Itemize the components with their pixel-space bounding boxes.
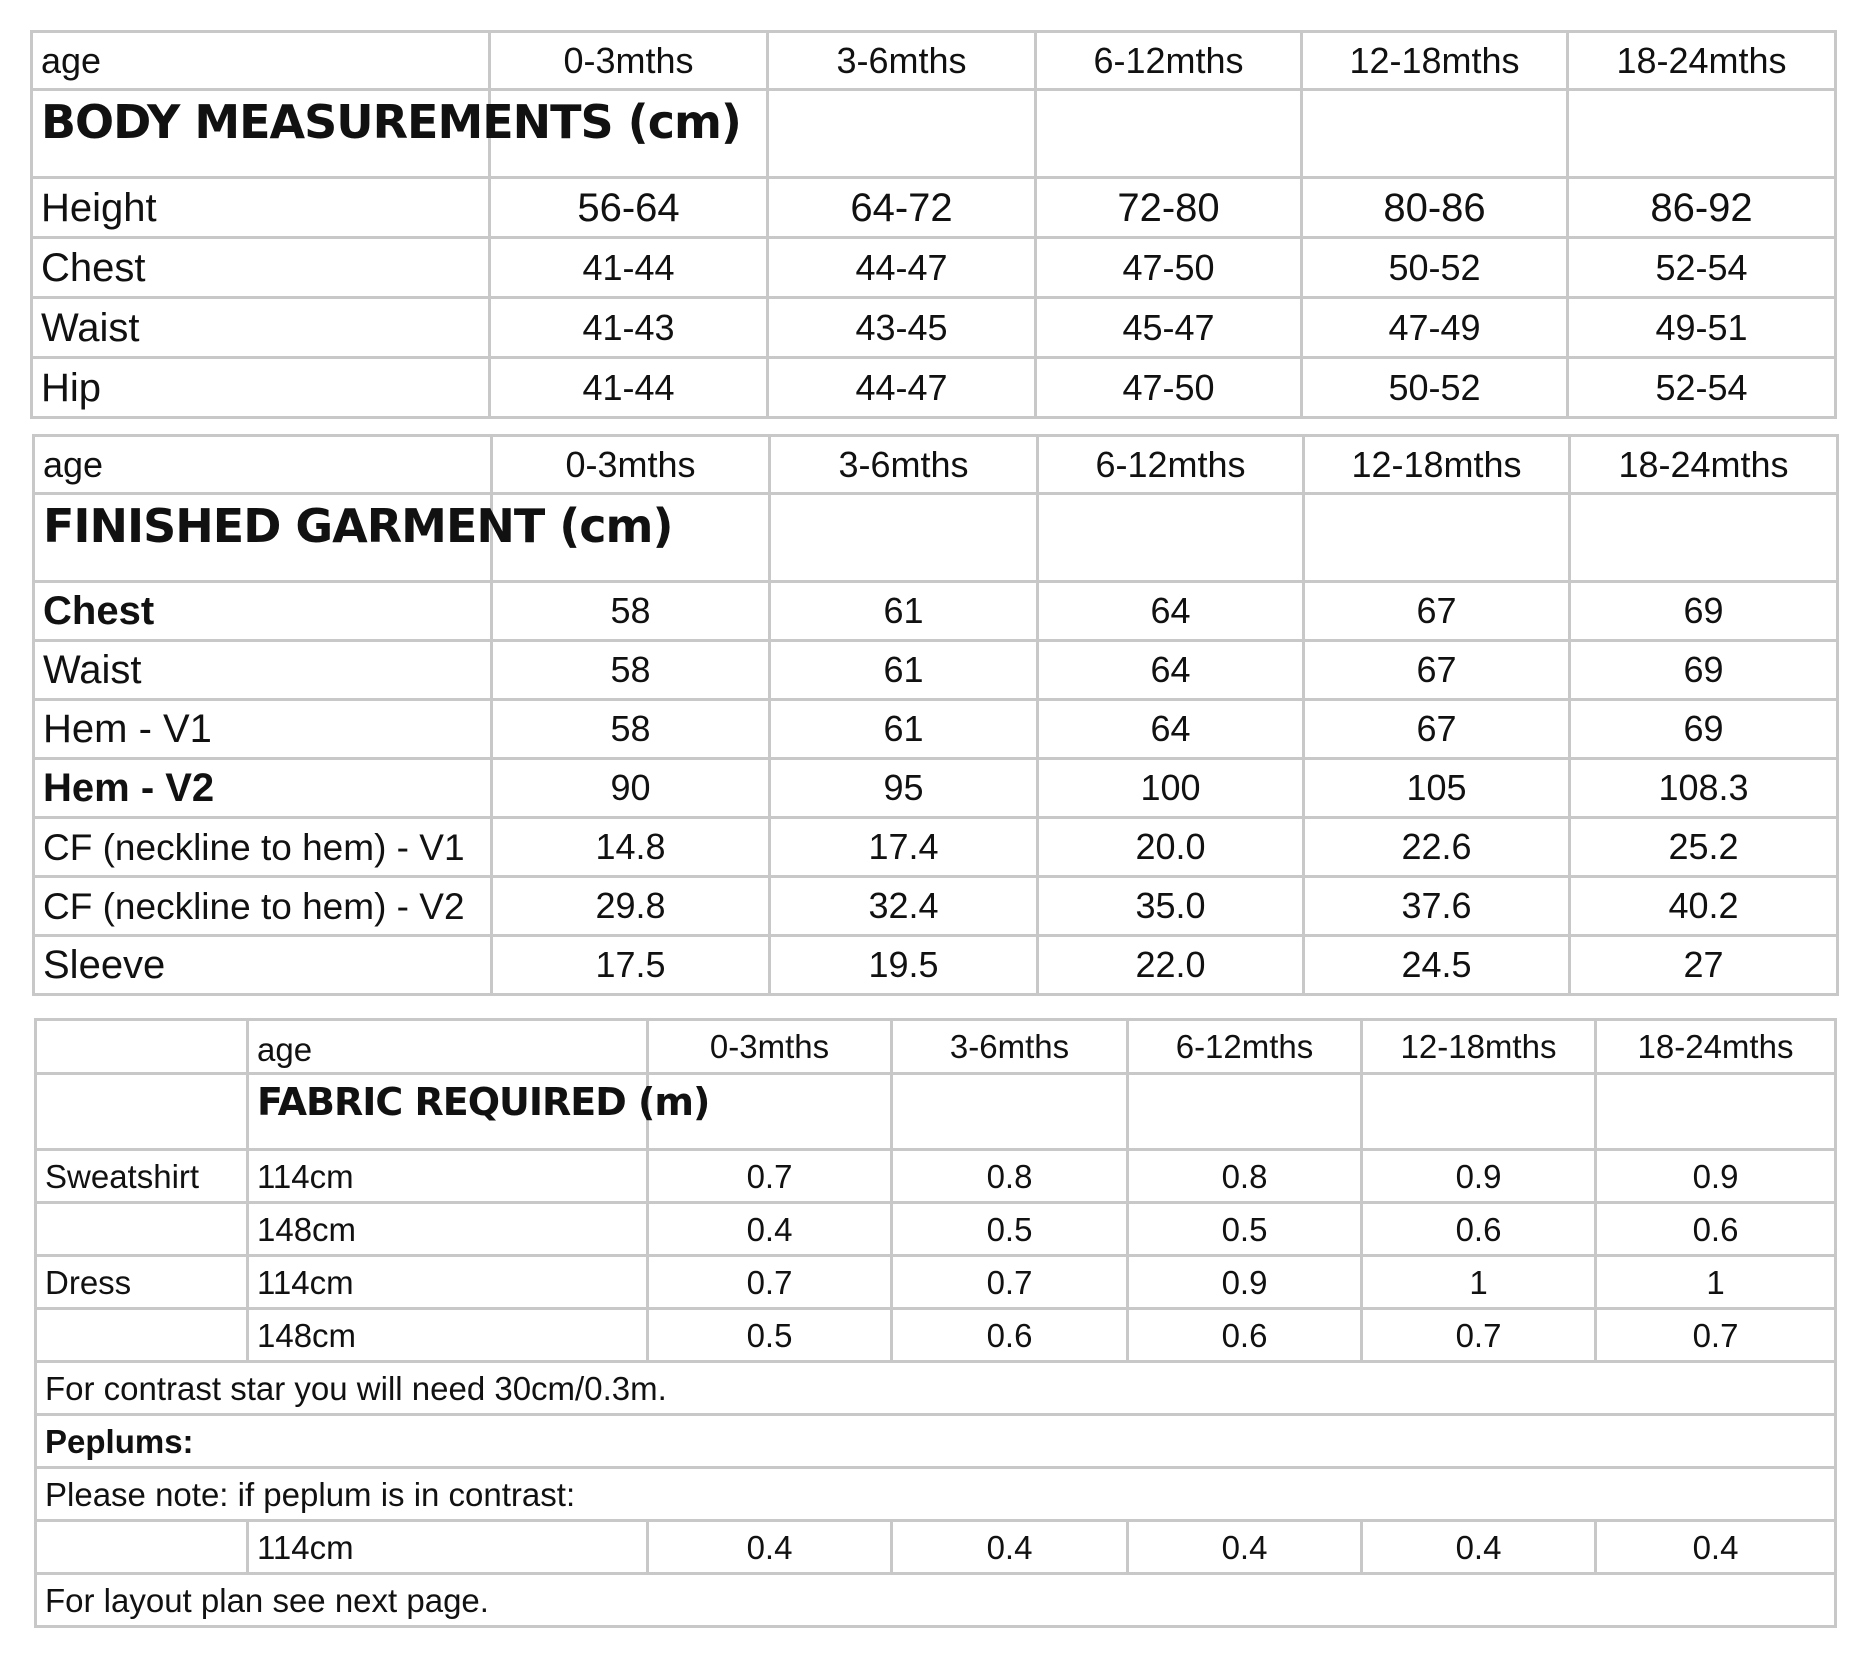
- value-cell: 35.0: [1038, 877, 1304, 936]
- fabric-width: 114cm: [248, 1256, 648, 1309]
- section-title: FABRIC REQUIRED (m): [248, 1074, 648, 1150]
- value-cell: 37.6: [1304, 877, 1570, 936]
- empty-cell: [1568, 90, 1836, 178]
- finished-garment-table: [32, 434, 1839, 996]
- value-cell: 27: [1570, 936, 1838, 995]
- value-cell: 58: [492, 700, 770, 759]
- value-cell: 20.0: [1038, 818, 1304, 877]
- value-cell: 1: [1596, 1256, 1836, 1309]
- value-cell: 105: [1304, 759, 1570, 818]
- garment-label: Dress: [36, 1256, 248, 1309]
- value-cell: 14.8: [492, 818, 770, 877]
- value-cell: 0.5: [892, 1203, 1128, 1256]
- value-cell: 0.7: [648, 1256, 892, 1309]
- value-cell: 22.0: [1038, 936, 1304, 995]
- value-cell: 0.5: [648, 1309, 892, 1362]
- value-cell: 29.8: [492, 877, 770, 936]
- value-cell: 0.4: [1596, 1521, 1836, 1574]
- value-cell: 64: [1038, 700, 1304, 759]
- value-cell: 67: [1304, 641, 1570, 700]
- value-cell: 0.8: [892, 1150, 1128, 1203]
- size-header: 3-6mths: [768, 32, 1036, 90]
- value-cell: 44-47: [768, 358, 1036, 418]
- value-cell: 25.2: [1570, 818, 1838, 877]
- value-cell: 44-47: [768, 238, 1036, 298]
- peplums-label: Peplums:: [36, 1415, 1836, 1468]
- row-label: Chest: [34, 582, 492, 641]
- size-header: 0-3mths: [492, 436, 770, 494]
- empty-cell: [768, 90, 1036, 178]
- value-cell: 41-43: [490, 298, 768, 358]
- value-cell: 0.4: [1128, 1521, 1362, 1574]
- value-cell: 0.4: [892, 1521, 1128, 1574]
- value-cell: 69: [1570, 641, 1838, 700]
- size-header: 18-24mths: [1596, 1020, 1836, 1074]
- value-cell: 100: [1038, 759, 1304, 818]
- size-header: 3-6mths: [892, 1020, 1128, 1074]
- value-cell: 0.4: [648, 1521, 892, 1574]
- row-label: Waist: [34, 641, 492, 700]
- value-cell: 17.5: [492, 936, 770, 995]
- row-label: Sleeve: [34, 936, 492, 995]
- value-cell: 67: [1304, 700, 1570, 759]
- fabric-required-table: [34, 1018, 1837, 1628]
- size-header: 6-12mths: [1036, 32, 1302, 90]
- value-cell: 0.9: [1362, 1150, 1596, 1203]
- size-header: 6-12mths: [1038, 436, 1304, 494]
- empty-cell: [892, 1074, 1128, 1150]
- peplum-note: Please note: if peplum is in contrast:: [36, 1468, 1836, 1521]
- value-cell: 47-50: [1036, 238, 1302, 298]
- value-cell: 0.7: [1596, 1309, 1836, 1362]
- value-cell: 40.2: [1570, 877, 1838, 936]
- value-cell: 67: [1304, 582, 1570, 641]
- value-cell: 95: [770, 759, 1038, 818]
- value-cell: 52-54: [1568, 358, 1836, 418]
- value-cell: 64: [1038, 582, 1304, 641]
- value-cell: 0.5: [1128, 1203, 1362, 1256]
- section-title: BODY MEASUREMENTS (cm): [32, 90, 490, 178]
- section-title: FINISHED GARMENT (cm): [34, 494, 492, 582]
- age-label: age: [248, 1020, 648, 1074]
- value-cell: 58: [492, 641, 770, 700]
- empty-cell: [1038, 494, 1304, 582]
- empty-cell: [36, 1074, 248, 1150]
- row-label: Waist: [32, 298, 490, 358]
- value-cell: 72-80: [1036, 178, 1302, 238]
- value-cell: 50-52: [1302, 238, 1568, 298]
- value-cell: 47-49: [1302, 298, 1568, 358]
- empty-cell: [1362, 1074, 1596, 1150]
- fabric-width: 114cm: [248, 1150, 648, 1203]
- empty-cell: [1596, 1074, 1836, 1150]
- value-cell: 41-44: [490, 238, 768, 298]
- value-cell: 52-54: [1568, 238, 1836, 298]
- value-cell: 0.6: [1596, 1203, 1836, 1256]
- value-cell: 61: [770, 641, 1038, 700]
- row-label: Hip: [32, 358, 490, 418]
- garment-label: [36, 1309, 248, 1362]
- value-cell: 45-47: [1036, 298, 1302, 358]
- value-cell: 56-64: [490, 178, 768, 238]
- value-cell: 49-51: [1568, 298, 1836, 358]
- empty-cell: [1302, 90, 1568, 178]
- row-label: Chest: [32, 238, 490, 298]
- value-cell: 0.4: [648, 1203, 892, 1256]
- contrast-note: For contrast star you will need 30cm/0.3m.: [36, 1362, 1836, 1415]
- empty-cell: [1128, 1074, 1362, 1150]
- value-cell: 41-44: [490, 358, 768, 418]
- value-cell: 69: [1570, 582, 1838, 641]
- value-cell: 1: [1362, 1256, 1596, 1309]
- row-label: Hem - V1: [34, 700, 492, 759]
- value-cell: 69: [1570, 700, 1838, 759]
- age-label: age: [34, 436, 492, 494]
- value-cell: 0.7: [1362, 1309, 1596, 1362]
- row-label: CF (neckline to hem) - V1: [34, 818, 492, 877]
- value-cell: 58: [492, 582, 770, 641]
- value-cell: 0.7: [892, 1256, 1128, 1309]
- value-cell: 0.6: [892, 1309, 1128, 1362]
- value-cell: 80-86: [1302, 178, 1568, 238]
- empty-cell: [1570, 494, 1838, 582]
- value-cell: 0.4: [1362, 1521, 1596, 1574]
- size-header: 0-3mths: [490, 32, 768, 90]
- fabric-width: 148cm: [248, 1309, 648, 1362]
- value-cell: 61: [770, 582, 1038, 641]
- value-cell: 50-52: [1302, 358, 1568, 418]
- row-label: Height: [32, 178, 490, 238]
- value-cell: 43-45: [768, 298, 1036, 358]
- size-header: 0-3mths: [648, 1020, 892, 1074]
- empty-cell: [36, 1521, 248, 1574]
- value-cell: 108.3: [1570, 759, 1838, 818]
- layout-note: For layout plan see next page.: [36, 1574, 1836, 1627]
- empty-cell: [36, 1020, 248, 1074]
- value-cell: 17.4: [770, 818, 1038, 877]
- row-label: Hem - V2: [34, 759, 492, 818]
- empty-cell: [770, 494, 1038, 582]
- value-cell: 90: [492, 759, 770, 818]
- empty-cell: [1304, 494, 1570, 582]
- size-header: 18-24mths: [1568, 32, 1836, 90]
- value-cell: 0.6: [1362, 1203, 1596, 1256]
- value-cell: 0.6: [1128, 1309, 1362, 1362]
- size-header: 3-6mths: [770, 436, 1038, 494]
- value-cell: 32.4: [770, 877, 1038, 936]
- value-cell: 0.9: [1128, 1256, 1362, 1309]
- value-cell: 47-50: [1036, 358, 1302, 418]
- size-header: 12-18mths: [1304, 436, 1570, 494]
- size-header: 18-24mths: [1570, 436, 1838, 494]
- garment-label: Sweatshirt: [36, 1150, 248, 1203]
- value-cell: 64: [1038, 641, 1304, 700]
- value-cell: 64-72: [768, 178, 1036, 238]
- body-measurements-table: [30, 30, 1837, 419]
- size-header: 12-18mths: [1302, 32, 1568, 90]
- value-cell: 0.8: [1128, 1150, 1362, 1203]
- value-cell: 19.5: [770, 936, 1038, 995]
- value-cell: 61: [770, 700, 1038, 759]
- fabric-width: 114cm: [248, 1521, 648, 1574]
- fabric-width: 148cm: [248, 1203, 648, 1256]
- row-label: CF (neckline to hem) - V2: [34, 877, 492, 936]
- size-header: 6-12mths: [1128, 1020, 1362, 1074]
- empty-cell: [1036, 90, 1302, 178]
- value-cell: 86-92: [1568, 178, 1836, 238]
- value-cell: 22.6: [1304, 818, 1570, 877]
- value-cell: 24.5: [1304, 936, 1570, 995]
- age-label: age: [32, 32, 490, 90]
- value-cell: 0.7: [648, 1150, 892, 1203]
- garment-label: [36, 1203, 248, 1256]
- size-header: 12-18mths: [1362, 1020, 1596, 1074]
- value-cell: 0.9: [1596, 1150, 1836, 1203]
